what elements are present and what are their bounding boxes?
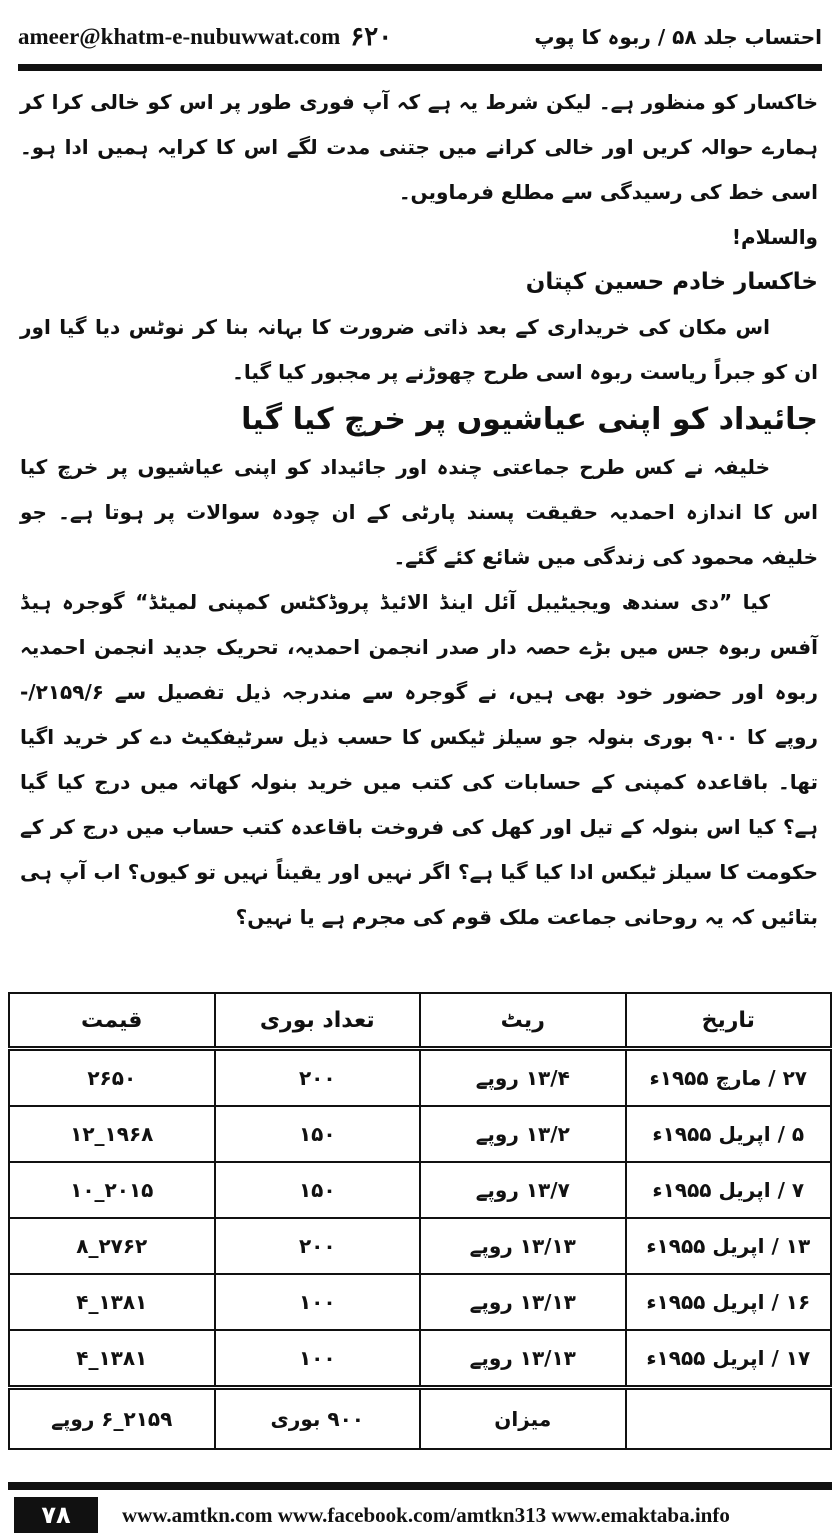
paragraph-letter: خاکسار کو منظور ہے۔ لیکن شرط یہ ہے کہ آپ فوری طور پر اس کو خالی کرا کر ہمارے حوالہ کریں اور خالی کرانے میں جتنی مدت لگے اس کا کرایہ ہمیں ادا ہو۔ اسی خط کی رسیدگی سے مطلع فرماویں۔ <box>20 90 818 204</box>
cell-price: ۲۰۱۵_۱۰ <box>9 1162 215 1218</box>
cell-quantity: ۱۰۰ <box>215 1274 421 1330</box>
salutation: والسلام! <box>731 225 818 249</box>
header-date: تاریخ <box>626 993 832 1049</box>
paragraph-question: کیا ”دی سندھ ویجیٹیبل آئل اینڈ الائیڈ پروڈکٹس کمپنی لمیٹڈ“ گوجرہ ہیڈ آفس ربوہ جس میں بڑے حصہ دار صدر انجمن احمدیہ، تحریک جدید انجمن احمدیہ ربوہ اور حضور خود بھی ہیں، نے گوجرہ سے مندرجہ ذیل تفصیل سے ۲۱۵۹/۶/- روپے کا ۹۰۰ بوری بنولہ جو سیلز ٹیکس کا حسب ذیل سرٹیفکیٹ دے کر خرید اگیا تھا۔ باقاعدہ کمپنی کے حسابات کی کتب میں خرید بنولہ کھاتہ میں درج کیا گیا ہے؟ کیا اس بنولہ کے تیل اور کھل کی فروخت باقاعدہ کتب حساب میں درج کر کے حکومت کا سیلز ٹیکس ادا کیا گیا ہے؟ اگر نہیں اور یقیناً نہیں تو کیوں؟ اب آپ ہی بتائیں کہ یہ روحانی جماعت ملک قوم کی مجرم ہے یا نہیں؟ <box>20 590 818 929</box>
cell-quantity: ۲۰۰ <box>215 1218 421 1274</box>
header-price: قیمت <box>9 993 215 1049</box>
document-body <box>20 80 818 940</box>
footer-divider <box>8 1482 832 1490</box>
table-row <box>9 1218 831 1274</box>
cell-price: ۱۳۸۱_۴ <box>9 1330 215 1388</box>
total-date <box>626 1388 832 1450</box>
total-label: میزان <box>420 1388 626 1450</box>
cell-quantity: ۱۰۰ <box>215 1330 421 1388</box>
cell-date: ۱۶ / اپریل ۱۹۵۵ء <box>626 1274 832 1330</box>
header-email[interactable]: ameer@khatm-e-nubuwwat.com <box>18 24 341 49</box>
table-total-row <box>9 1388 831 1450</box>
table-row <box>9 1162 831 1218</box>
header-quantity: تعداد بوری <box>215 993 421 1049</box>
cell-price: ۱۳۸۱_۴ <box>9 1274 215 1330</box>
footer-links[interactable]: www.amtkn.com www.facebook.com/amtkn313 www.emaktaba.info <box>122 1502 730 1527</box>
page-footer <box>14 1496 826 1534</box>
cell-quantity: ۲۰۰ <box>215 1049 421 1107</box>
paragraph-intro: خلیفہ نے کس طرح جماعتی چندہ اور جائیداد کو اپنی عیاشیوں پر خرچ کیا اس کا اندازہ احمدیہ حقیقت پسند پارٹی کے ان چودہ سوالات پر ہوتا ہے۔ جو خلیفہ محمود کی زندگی میں شائع کئے گئے۔ <box>20 455 818 569</box>
total-quantity: ۹۰۰ بوری <box>215 1388 421 1450</box>
cell-date: ۷ / اپریل ۱۹۵۵ء <box>626 1162 832 1218</box>
cell-quantity: ۱۵۰ <box>215 1106 421 1162</box>
cell-rate: ۱۳/۲ روپے <box>420 1106 626 1162</box>
section-heading: جائیداد کو اپنی عیاشیوں پر خرچ کیا گیا <box>241 402 818 437</box>
purchase-table <box>8 992 832 1450</box>
cell-rate: ۱۳/۷ روپے <box>420 1162 626 1218</box>
cell-rate: ۱۳/۱۳ روپے <box>420 1330 626 1388</box>
cell-date: ۱۷ / اپریل ۱۹۵۵ء <box>626 1330 832 1388</box>
page-header <box>18 14 822 60</box>
cell-rate: ۱۳/۴ روپے <box>420 1049 626 1107</box>
footer-page-badge: ۷۸ <box>14 1497 98 1533</box>
cell-price: ۲۷۶۲_۸ <box>9 1218 215 1274</box>
cell-rate: ۱۳/۱۳ روپے <box>420 1274 626 1330</box>
cell-date: ۱۳ / اپریل ۱۹۵۵ء <box>626 1218 832 1274</box>
table-row <box>9 1330 831 1388</box>
table-row <box>9 1274 831 1330</box>
paragraph-notice: اس مکان کی خریداری کے بعد ذاتی ضرورت کا بہانہ بنا کر نوٹس دیا گیا اور ان کو جبراً ریاست ربوہ اسی طرح چھوڑنے پر مجبور کیا گیا۔ <box>20 315 818 384</box>
table-row <box>9 1049 831 1107</box>
cell-price: ۲۶۵۰ <box>9 1049 215 1107</box>
cell-date: ۵ / اپریل ۱۹۵۵ء <box>626 1106 832 1162</box>
header-divider <box>18 64 822 71</box>
signature: خاکسار خادم حسین کپتان <box>525 269 818 295</box>
cell-price: ۱۹۶۸_۱۲ <box>9 1106 215 1162</box>
header-left <box>18 22 392 52</box>
cell-rate: ۱۳/۱۳ روپے <box>420 1218 626 1274</box>
cell-date: ۲۷ / مارچ ۱۹۵۵ء <box>626 1049 832 1107</box>
header-page-number: ۶۲۰ <box>350 22 393 51</box>
cell-quantity: ۱۵۰ <box>215 1162 421 1218</box>
header-book-title: احتساب جلد ۵۸ / ربوہ کا پوپ <box>534 25 822 49</box>
table-row <box>9 1106 831 1162</box>
header-rate: ریٹ <box>420 993 626 1049</box>
total-price: ۲۱۵۹_۶ روپے <box>9 1388 215 1450</box>
table-header-row <box>9 993 831 1049</box>
